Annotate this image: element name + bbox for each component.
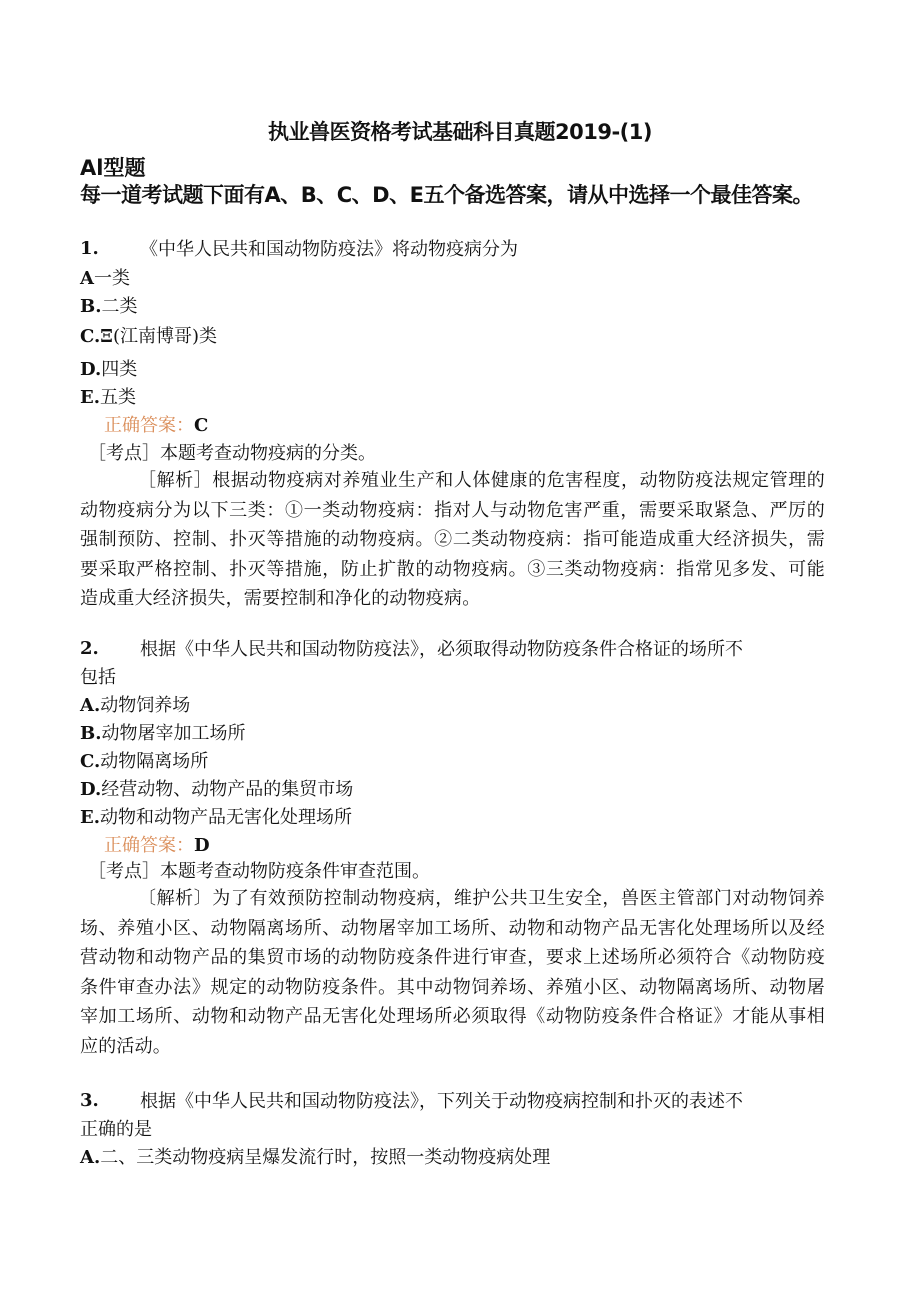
option-3a: A.二、三类动物疫病呈爆发流行时，按照一类动物疫病处理 xyxy=(80,1147,551,1168)
option-1c: C.Ξ(江南博哥)类 xyxy=(80,326,217,347)
option-1b: B.二类 xyxy=(80,296,138,317)
option-2e: E.动物和动物产品无害化处理场所 xyxy=(80,807,352,828)
instruction-text: 每一道考试题下面有A、B、C、D、E五个备选答案，请从中选择一个最佳答案。 xyxy=(80,183,813,207)
option-1a: A一类 xyxy=(80,268,130,289)
answer-2: 正确答案：D xyxy=(104,835,210,856)
question-3-stem-line1: 根据《中华人民共和国动物防疫法》，下列关于动物疫病控制和扑灭的表述不 xyxy=(140,1091,743,1112)
option-2d: D.经营动物、动物产品的集贸市场 xyxy=(80,779,354,800)
question-2-stem-line2: 包括 xyxy=(80,667,116,688)
option-1e: E.五类 xyxy=(80,387,136,408)
question-1-stem: 《中华人民共和国动物防疫法》将动物疫病分为 xyxy=(140,239,518,260)
question-3-stem-line2: 正确的是 xyxy=(80,1119,152,1140)
question-3-number: 3. xyxy=(80,1090,99,1111)
option-2c: C.动物隔离场所 xyxy=(80,751,209,772)
question-2-stem-line1: 根据《中华人民共和国动物防疫法》，必须取得动物防疫条件合格证的场所不 xyxy=(140,639,743,660)
page-title: 执业兽医资格考试基础科目真题2019-(1) xyxy=(268,120,652,144)
kaodian-1: ［考点］本题考查动物疫病的分类。 xyxy=(88,443,376,464)
analysis-2: 〔解析〕为了有效预防控制动物疫病，维护公共卫生安全，兽医主管部门对动物饲养场、养殖小区、动物隔离场所、动物屠宰加工场所、动物和动物产品无害化处理场所以及经营动物和动物产品的集贸市场的动物防疫条件进行审查，要求上述场所必须符合《动物防疫条件审查办法》规定的动物防疫条件。其中动物饲养场、养殖小区、动物隔离场所、动物屠宰加工场所、动物和动物产品无害化处理场所必须取得《动物防疫条件合格证》才能从事相应的活动。 xyxy=(80,888,825,1057)
option-2b: B.动物屠宰加工场所 xyxy=(80,723,246,744)
analysis-1: ［解析］根据动物疫病对养殖业生产和人体健康的危害程度，动物防疫法规定管理的动物疫病分为以下三类：①一类动物疫病：指对人与动物危害严重，需要采取紧急、严厉的强制预防、控制、扑灭等措施的动物疫病。②二类动物疫病：指可能造成重大经济损失，需要采取严格控制、扑灭等措施，防止扩散的动物疫病。③三类动物疫病：指常见多发、可能造成重大经济损失，需要控制和净化的动物疫病。 xyxy=(80,470,825,609)
kaodian-2: ［考点］本题考查动物防疫条件审查范围。 xyxy=(88,861,430,882)
option-1d: D.四类 xyxy=(80,359,138,380)
question-1-number: 1. xyxy=(80,238,99,259)
answer-1: 正确答案：C xyxy=(104,415,209,436)
option-2a: A.动物饲养场 xyxy=(80,695,191,716)
section-heading: Al型题 xyxy=(80,156,146,180)
question-2-number: 2. xyxy=(80,638,99,659)
